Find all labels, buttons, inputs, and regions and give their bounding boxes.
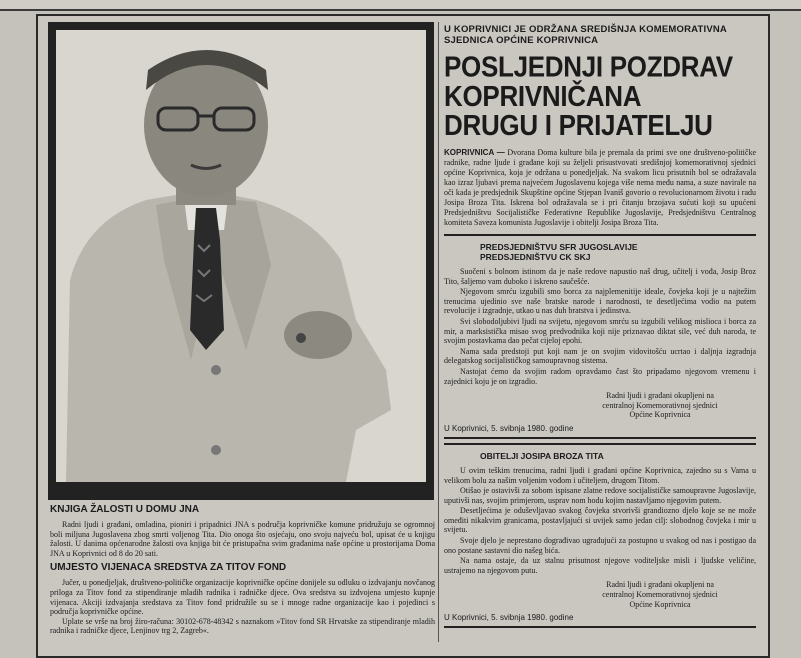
tito-fund-title: UMJESTO VIJENACA SREDSTVA ZA TITOV FOND [50,562,287,574]
telegram-presidency-paragraph: Svi slobodoljubivi ljudi na svijetu, njegovom smrću su izgubili velikog mislioca i borca za mir, a marksistička misao svog predvodnika koji nije priznavao diktat sile, već duh naroda, te svojim postavkama dao pečat cijeloj epohi. [444,316,756,346]
headline-line-2: KOPRIVNIČANA [444,78,642,113]
telegram-family [444,443,756,628]
portrait-photo [48,22,434,490]
photo-bottom-bar [48,488,434,500]
telegram-family-date: U Koprivnici, 5. svibnja 1980. godine [444,613,574,623]
telegram-presidency-signature [564,391,756,420]
signature-line: Radni ljudi i građani okupljeni na [606,391,714,401]
telegram-presidency-date: U Koprivnici, 5. svibnja 1980. godine [444,423,574,433]
article-lead [444,148,756,228]
telegram-presidency-heading-2: PREDSJEDNIŠTVU CK SKJ [480,252,591,262]
headline-line-1: POSLJEDNJI POZDRAV [444,49,733,84]
signature-line: Općine Koprivnica [629,410,691,420]
signature-line: Radni ljudi i građani okupljeni na [606,580,714,590]
article-headline [444,49,756,142]
signature-line: Općine Koprivnica [629,599,691,609]
telegram-presidency-paragraph: Suočeni s bolnom istinom da je naše redove napustio naš drug, učitelj i vođa, Josip Broz Tito, šaljemo vam duboko i iskreno saučešće. [444,267,756,286]
book-of-condolences-title: KNJIGA ŽALOSTI U DOMU JNA [50,504,200,515]
headline-line-3: DRUGU I PRIJATELJU [444,108,713,142]
main-article [444,24,756,646]
telegram-family-signature [564,580,756,609]
tito-fund-payment-text: Uplate se vrše na broj žiro-računa: 30102-678-48342 s naznakom »Titov fond SR Hrvatske za stipendiranje mladih radnika i radničke djece, Lenjinov trg 2, Zagreb«. [50,616,435,636]
telegram-presidency-paragraph: Nama sada predstoji put koji nam je on svojim vidovitošću ucrtao i daljnja izgradnja delegatskog socijalističkog samoupravnog sistema. [444,346,756,366]
telegram-presidency [444,234,756,439]
tito-fund-text: Jučer, u ponedjeljak, društveno-političke organizacije koprivničke općine donijele su odluku o izdvajanju novčanog priloga za Titov fond za stipendiranje mladih radnika i radničke djece. Ova sredstva su izdvojena umjesto kupnje vijenaca. Akciji izdvajanja sredstava za Titov fond pridružile su se i mnoge radne organizacije kao i pojedinci s područja koprivničke općine. [50,578,435,617]
telegram-family-paragraph: U ovim teškim trenucima, radni ljudi i građani općine Koprivnica, zajedno su s Vama u velikom bolu za našim voljenim vođom i učiteljem, drugom Titom. [444,465,756,485]
lead-text: Dvorana Doma kulture bila je premala da primi sve one društveno-političke radnike, radne ljude i građane koji su željeli prisustvovati središnjoj komemorativnoj sjednici općine Koprivnica, koja je održana u ponedjeljak. Na svakom licu prisutnih bol se odražavala kao izraz ljubavi prema najvećem Jugoslavenu kojega više nema među nama, a suze navirale na oči kada je predsjednik Skupštine općine Stjepan Ivaniš govorio o revolucionarnom životu i radu Josipa Broza Tita. Iskrena bol odražavala se i pri čitanju brzojava sućuti koji su upućeni Predsjedništvu Socijalističke Federativne Republike Jugoslavije, Predsjedništvu Centralnog komiteta Saveza komunista Jugoslavije i obitelji Josipa Broza Tita. [444,148,757,227]
portrait-illustration [56,30,426,482]
column-divider [438,22,439,642]
telegram-presidency-heading-1: PREDSJEDNIŠTVU SFR JUGOSLAVIJE [480,242,638,252]
article-kicker: U KOPRIVNICI JE ODRŽANA SREDIŠNJA KOMEMORATIVNA SJEDNICA OPĆINE KOPRIVNICA [444,24,727,46]
side-notices [50,500,435,636]
telegram-presidency-heading [480,242,756,262]
telegram-family-paragraph: Otišao je ostavivši za sobom ispisane zlatne redove socijalističke samoupravne Jugoslavije, uputivši nas, svojim primjerom, usprav nom hodu kojim nastavljamo njegovim putem. [444,486,756,505]
lead-place: KOPRIVNICA — [444,148,505,157]
page-top-rule [0,0,801,11]
signature-line: centralnoj Komemorativnoj sjednici [602,590,718,600]
book-of-condolences-text: Radni ljudi i građani, omladina, pioniri i pripadnici JNA s područja koprivničke komune pridružuju se ogromnoj boli miljuna Jugoslavena zbog smrti voljenog Tita. Dio onoga što osjećaju, ono svoju najveću bol, upisat će u knjigu žalosti. U danima općenarodne žalosti ova knjiga bit će pristupačna svim građanima naše općine u prostorijama Doma JNA u Koprivnici od 8 do 20 sati. [50,520,435,558]
telegram-family-paragraph: Desetljećima je oduševljavao svakog čovjeka stvorivši grandiozno djelo koje se ne može omeđiti nikakvim granicama, postavljajući si uvijek samo jedan cilj: slobodnog čovjeka i mir u svijetu. [444,506,756,535]
signature-line: centralnoj Komemorativnoj sjednici [602,400,718,410]
telegram-presidency-paragraph: Nastojat ćemo da svojim radom opravdamo čast što pripadamo njegovom vremenu i zajednici koju je on izgradio. [444,366,756,386]
telegram-family-heading: OBITELJI JOSIPA BROZA TITA [480,450,604,461]
telegram-family-paragraph: Svoje djelo je neprestano dograđivao ugrađujući za postupno u svakog od nas i postigao da ono postane sastavni dio našeg bića. [444,536,756,555]
telegram-presidency-paragraph: Njegovom smrću izgubili smo borca za najplemenitije ideale, čovjeka koji je u najtežim trenucima ujedinio sve naše bratske narode i narodnosti, te desetljećima vodio na putem revolucije i izgradnje, utkao u nas duh bratstva i jedinstva. [444,287,756,316]
telegram-family-paragraph: Na nama ostaje, da uz stalnu prisutnost njegove voditeljske misli i ljudske veličine, ustrajemo na njegovom putu. [444,556,756,575]
